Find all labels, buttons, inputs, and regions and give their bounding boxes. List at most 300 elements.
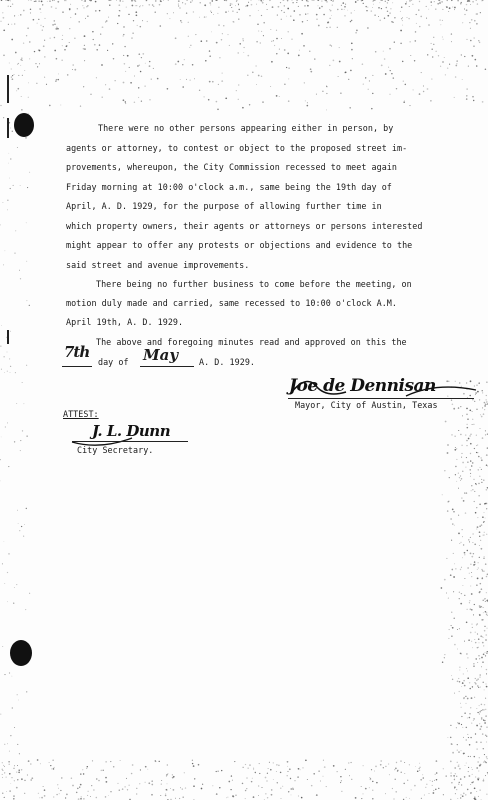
speckle-dot	[454, 693, 455, 694]
speckle-dot	[123, 82, 125, 84]
speckle-dot	[3, 117, 4, 118]
speckle-dot	[286, 67, 287, 68]
speckle-dot	[464, 641, 465, 642]
speckle-dot	[14, 15, 15, 16]
speckle-dot	[262, 2, 264, 4]
speckle-dot	[147, 769, 148, 770]
speckle-dot	[464, 776, 466, 778]
speckle-dot	[372, 7, 373, 8]
speckle-dot	[31, 777, 33, 779]
speckle-dot	[481, 469, 482, 470]
speckle-dot	[473, 424, 474, 425]
speckle-dot	[71, 777, 72, 778]
speckle-dot	[451, 0, 452, 1]
speckle-dot	[474, 38, 475, 39]
speckle-dot	[265, 793, 266, 794]
speckle-dot	[85, 0, 86, 1]
speckle-dot	[16, 584, 17, 585]
speckle-dot	[480, 635, 482, 637]
speckle-dot	[293, 19, 295, 21]
speckle-dot	[470, 553, 472, 555]
speckle-dot	[333, 60, 335, 62]
speckle-dot	[59, 793, 60, 794]
speckle-dot	[307, 5, 309, 7]
speckle-dot	[361, 786, 362, 787]
speckle-dot	[415, 766, 416, 767]
speckle-dot	[2, 762, 3, 763]
speckle-dot	[457, 0, 458, 1]
speckle-dot	[16, 772, 17, 773]
speckle-dot	[80, 798, 82, 800]
speckle-dot	[486, 612, 487, 613]
speckle-dot	[458, 407, 459, 408]
speckle-dot	[471, 572, 472, 573]
speckle-dot	[452, 6, 453, 7]
speckle-dot	[325, 0, 326, 1]
speckle-dot	[454, 449, 456, 451]
speckle-dot	[442, 9, 443, 10]
speckle-dot	[255, 65, 256, 66]
speckle-dot	[3, 765, 4, 766]
speckle-dot	[243, 47, 244, 48]
speckle-dot	[484, 754, 485, 755]
speckle-dot	[193, 785, 195, 787]
speckle-dot	[271, 61, 273, 63]
speckle-dot	[469, 775, 471, 777]
speckle-dot	[218, 84, 219, 85]
speckle-dot	[17, 88, 19, 90]
speckle-dot	[459, 782, 460, 783]
speckle-dot	[247, 5, 249, 7]
speckle-dot	[39, 50, 41, 52]
speckle-dot	[444, 657, 445, 658]
speckle-dot	[276, 30, 277, 31]
speckle-dot	[120, 0, 121, 1]
speckle-dot	[370, 778, 371, 779]
speckle-dot	[470, 476, 471, 477]
speckle-dot	[69, 28, 70, 29]
speckle-dot	[421, 72, 422, 73]
speckle-dot	[452, 404, 454, 406]
speckle-dot	[291, 788, 292, 789]
speckle-dot	[66, 0, 67, 1]
speckle-dot	[153, 6, 154, 7]
speckle-dot	[159, 4, 161, 6]
speckle-dot	[483, 653, 485, 655]
speckle-dot	[146, 0, 147, 1]
speckle-dot	[397, 770, 399, 772]
speckle-dot	[447, 737, 448, 738]
speckle-dot	[316, 794, 318, 796]
speckle-dot	[16, 787, 18, 789]
speckle-dot	[173, 789, 175, 791]
speckle-dot	[341, 9, 342, 10]
speckle-dot	[277, 15, 278, 16]
speckle-dot	[484, 761, 486, 763]
speckle-dot	[210, 4, 211, 5]
speckle-dot	[93, 789, 94, 790]
speckle-dot	[422, 774, 423, 775]
speckle-dot	[451, 540, 452, 541]
speckle-dot	[480, 790, 481, 791]
speckle-dot	[30, 12, 31, 13]
speckle-dot	[4, 772, 5, 773]
speckle-dot	[466, 440, 468, 442]
speckle-dot	[140, 769, 141, 770]
speckle-dot	[172, 774, 173, 775]
speckle-dot	[44, 56, 46, 58]
speckle-dot	[481, 569, 482, 570]
speckle-dot	[482, 0, 483, 1]
speckle-dot	[18, 772, 20, 774]
speckle-dot	[354, 10, 355, 11]
speckle-dot	[51, 768, 52, 769]
speckle-dot	[81, 0, 83, 1]
speckle-dot	[221, 39, 222, 40]
speckle-dot	[298, 768, 300, 770]
speckle-dot	[161, 780, 162, 781]
speckle-dot	[464, 56, 465, 57]
speckle-dot	[380, 764, 382, 766]
speckle-dot	[8, 163, 9, 164]
speckle-dot	[181, 22, 183, 24]
speckle-dot	[481, 578, 483, 580]
speckle-dot	[238, 99, 239, 100]
speckle-dot	[255, 772, 256, 773]
speckle-dot	[478, 456, 480, 458]
speckle-dot	[483, 780, 485, 782]
speckle-dot	[466, 413, 468, 415]
speckle-dot	[53, 797, 54, 798]
speckle-dot	[9, 358, 10, 359]
speckle-dot	[466, 668, 467, 669]
speckle-dot	[460, 703, 461, 704]
speckle-dot	[372, 93, 373, 94]
speckle-dot	[345, 15, 346, 16]
speckle-dot	[459, 667, 460, 668]
speckle-dot	[475, 678, 476, 679]
speckle-dot	[61, 777, 62, 778]
speckle-dot	[287, 761, 289, 763]
speckle-dot	[484, 689, 485, 690]
speckle-dot	[221, 80, 223, 82]
speckle-dot	[307, 13, 308, 14]
speckle-dot	[99, 44, 100, 45]
speckle-dot	[54, 24, 55, 25]
speckle-dot	[485, 563, 487, 565]
speckle-dot	[467, 39, 468, 40]
speckle-dot	[232, 780, 233, 781]
speckle-dot	[480, 741, 482, 743]
speckle-dot	[69, 8, 71, 10]
speckle-dot	[235, 5, 236, 6]
speckle-dot	[405, 84, 407, 86]
speckle-dot	[318, 770, 319, 771]
speckle-dot	[55, 80, 56, 81]
speckle-dot	[466, 622, 468, 624]
speckle-dot	[466, 763, 467, 764]
speckle-dot	[485, 655, 486, 656]
speckle-dot	[62, 45, 63, 46]
speckle-dot	[472, 411, 473, 412]
speckle-dot	[145, 766, 147, 768]
speckle-dot	[14, 780, 15, 781]
speckle-dot	[363, 765, 364, 766]
speckle-dot	[119, 789, 121, 791]
speckle-dot	[199, 90, 200, 91]
speckle-dot	[423, 91, 424, 92]
speckle-dot	[484, 409, 485, 410]
speckle-dot	[90, 94, 91, 95]
speckle-dot	[269, 762, 270, 763]
speckle-dot	[28, 760, 30, 762]
speckle-dot	[432, 56, 433, 57]
speckle-dot	[454, 525, 455, 526]
speckle-dot	[24, 403, 25, 404]
speckle-dot	[435, 789, 436, 790]
speckle-dot	[467, 445, 468, 446]
speckle-dot	[337, 771, 338, 772]
speckle-dot	[419, 1, 420, 2]
speckle-dot	[477, 779, 479, 781]
speckle-dot	[316, 19, 317, 20]
speckle-dot	[351, 12, 352, 13]
speckle-dot	[12, 131, 13, 132]
speckle-dot	[386, 7, 388, 9]
speckle-dot	[9, 773, 11, 775]
speckle-dot	[216, 101, 218, 103]
speckle-dot	[218, 24, 219, 25]
speckle-dot	[450, 518, 451, 519]
speckle-dot	[20, 65, 21, 66]
speckle-dot	[351, 49, 353, 51]
speckle-dot	[21, 109, 22, 110]
speckle-dot	[486, 756, 488, 758]
speckle-dot	[132, 764, 134, 766]
speckle-dot	[481, 482, 482, 483]
speckle-dot	[485, 611, 487, 613]
speckle-dot	[480, 414, 481, 415]
speckle-dot	[329, 9, 330, 10]
speckle-dot	[237, 12, 238, 13]
speckle-dot	[471, 782, 473, 784]
speckle-dot	[483, 762, 484, 763]
speckle-dot	[258, 10, 259, 11]
speckle-dot	[233, 21, 234, 22]
speckle-dot	[396, 88, 397, 89]
speckle-dot	[192, 64, 194, 66]
margin-mark	[7, 75, 9, 103]
speckle-dot	[72, 64, 74, 66]
speckle-dot	[344, 9, 345, 10]
speckle-dot	[468, 756, 469, 757]
speckle-dot	[218, 7, 219, 8]
speckle-dot	[226, 12, 227, 13]
speckle-dot	[194, 778, 195, 779]
speckle-dot	[429, 793, 430, 794]
speckle-dot	[151, 79, 152, 80]
speckle-dot	[118, 15, 120, 17]
speckle-dot	[238, 18, 239, 19]
speckle-dot	[53, 760, 54, 761]
speckle-dot	[467, 789, 469, 791]
speckle-dot	[363, 793, 364, 794]
speckle-dot	[477, 778, 479, 780]
speckle-dot	[476, 445, 477, 446]
speckle-dot	[468, 639, 470, 641]
speckle-dot	[471, 556, 473, 558]
speckle-dot	[369, 777, 370, 778]
speckle-dot	[160, 0, 161, 1]
speckle-dot	[461, 567, 462, 568]
speckle-dot	[253, 796, 255, 798]
speckle-dot	[449, 7, 451, 9]
speckle-dot	[280, 772, 282, 774]
speckle-dot	[318, 5, 319, 6]
speckle-dot	[70, 4, 71, 5]
speckle-dot	[5, 426, 6, 427]
speckle-dot	[288, 791, 289, 792]
speckle-dot	[453, 775, 454, 776]
speckle-dot	[29, 305, 30, 306]
speckle-dot	[454, 786, 456, 788]
speckle-dot	[43, 45, 45, 47]
speckle-dot	[485, 598, 486, 599]
speckle-dot	[110, 761, 111, 762]
speckle-dot	[17, 510, 18, 511]
speckle-dot	[485, 434, 486, 435]
speckle-dot	[442, 20, 443, 21]
speckle-dot	[483, 612, 484, 613]
speckle-dot	[470, 469, 471, 470]
speckle-dot	[7, 572, 8, 573]
speckle-dot	[482, 570, 483, 571]
speckle-dot	[62, 39, 63, 40]
speckle-dot	[456, 63, 457, 64]
speckle-dot	[221, 770, 222, 771]
speckle-dot	[152, 4, 154, 6]
speckle-dot	[167, 773, 168, 774]
speckle-dot	[431, 48, 432, 49]
approval-day-handwritten: 7th	[64, 343, 90, 361]
speckle-dot	[11, 69, 12, 70]
speckle-dot	[369, 80, 370, 81]
speckle-dot	[447, 444, 449, 446]
speckle-dot	[159, 25, 161, 27]
speckle-dot	[20, 440, 21, 441]
speckle-dot	[281, 38, 282, 39]
speckle-dot	[458, 784, 459, 785]
speckle-dot	[218, 771, 219, 772]
speckle-dot	[270, 769, 272, 771]
speckle-dot	[397, 771, 398, 772]
speckle-dot	[467, 734, 468, 735]
speckle-dot	[409, 798, 410, 799]
speckle-dot	[451, 675, 452, 676]
speckle-dot	[41, 797, 43, 799]
speckle-dot	[284, 5, 285, 6]
speckle-dot	[367, 7, 368, 8]
speckle-dot	[479, 674, 481, 676]
speckle-dot	[389, 48, 391, 50]
speckle-dot	[116, 0, 117, 1]
speckle-dot	[473, 718, 475, 720]
speckle-dot	[389, 12, 391, 14]
speckle-dot	[483, 480, 484, 481]
speckle-dot	[192, 763, 193, 764]
speckle-dot	[192, 760, 193, 761]
speckle-dot	[16, 403, 17, 404]
speckle-dot	[148, 782, 150, 784]
speckle-dot	[200, 2, 201, 3]
speckle-dot	[4, 356, 5, 357]
speckle-dot	[486, 503, 488, 505]
speckle-dot	[124, 46, 125, 47]
speckle-dot	[472, 627, 473, 628]
speckle-dot	[341, 791, 342, 792]
speckle-dot	[470, 537, 471, 538]
speckle-dot	[390, 8, 391, 9]
speckle-dot	[401, 7, 402, 8]
speckle-dot	[54, 0, 55, 1]
speckle-dot	[479, 531, 481, 533]
speckle-dot	[472, 542, 473, 543]
speckle-dot	[344, 72, 346, 74]
blank-underline	[62, 366, 92, 367]
speckle-dot	[194, 78, 195, 79]
speckle-dot	[62, 11, 63, 12]
speckle-dot	[476, 725, 478, 727]
speckle-dot	[469, 602, 470, 603]
speckle-dot	[463, 673, 464, 674]
speckle-dot	[228, 34, 229, 35]
speckle-dot	[219, 787, 220, 788]
speckle-dot	[392, 788, 393, 789]
speckle-dot	[14, 727, 15, 728]
speckle-dot	[231, 7, 232, 8]
speckle-dot	[374, 770, 375, 771]
speckle-dot	[485, 709, 486, 710]
speckle-dot	[447, 510, 448, 511]
speckle-dot	[477, 13, 478, 14]
text-line: There being no further business to come before the meeting, on	[96, 279, 412, 289]
speckle-dot	[21, 769, 23, 771]
speckle-dot	[454, 97, 455, 98]
speckle-dot	[287, 0, 289, 1]
speckle-dot	[419, 93, 421, 95]
speckle-dot	[474, 796, 475, 797]
speckle-dot	[476, 452, 477, 453]
speckle-dot	[38, 0, 39, 1]
speckle-dot	[8, 24, 9, 25]
speckle-dot	[74, 69, 76, 71]
secretary-signature: J. L. Dunn	[92, 422, 171, 440]
speckle-dot	[470, 443, 472, 445]
speckle-dot	[484, 521, 485, 522]
speckle-dot	[458, 533, 460, 535]
speckle-dot	[23, 43, 24, 44]
speckle-dot	[151, 780, 153, 782]
speckle-dot	[90, 796, 91, 797]
speckle-dot	[279, 49, 280, 50]
speckle-dot	[350, 21, 352, 23]
speckle-dot	[454, 767, 456, 769]
speckle-dot	[465, 512, 466, 513]
speckle-dot	[474, 756, 475, 757]
margin-mark	[7, 118, 9, 138]
speckle-dot	[371, 108, 373, 110]
speckle-dot	[142, 5, 143, 6]
